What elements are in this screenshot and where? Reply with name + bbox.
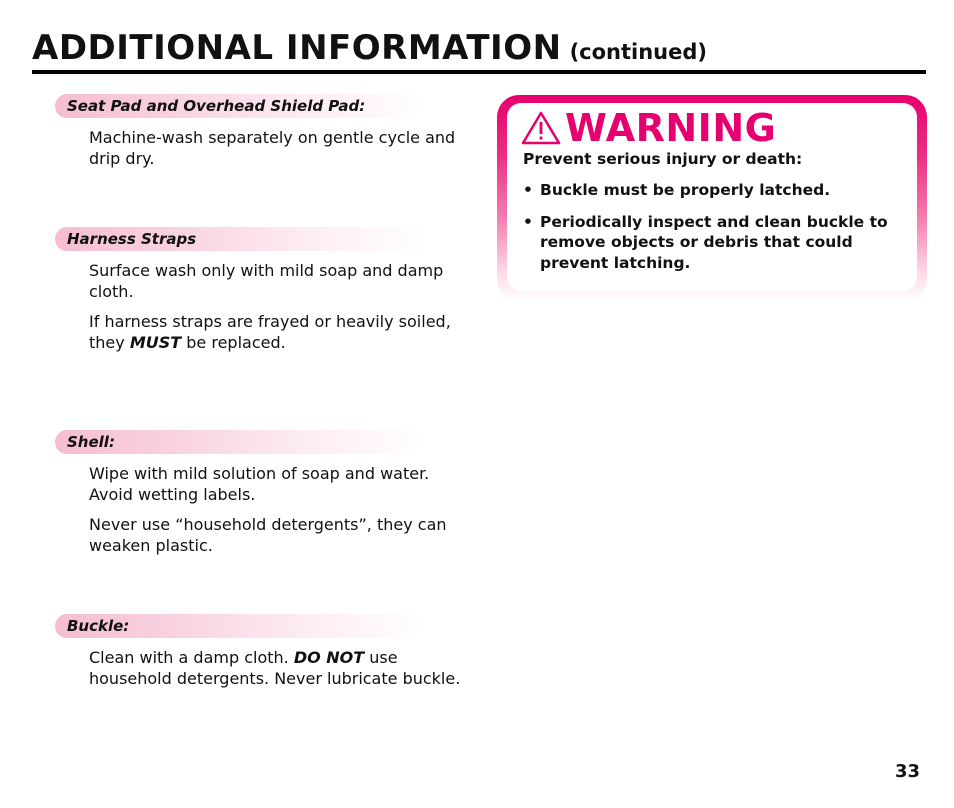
- section-text-harness-1: [89, 260, 469, 302]
- text-run: be replaced.: [181, 333, 286, 352]
- warning-list: [523, 180, 915, 284]
- bullet: •: [523, 212, 533, 231]
- page-number: 33: [895, 761, 921, 782]
- text-run: Surface wash only with mild soap and damp cloth.: [89, 261, 444, 301]
- text-run: Clean with a damp cloth.: [89, 648, 294, 667]
- section-heading-buckle: Buckle:: [55, 614, 425, 638]
- page-title: ADDITIONAL INFORMATION: [32, 28, 562, 68]
- warning-item: [523, 212, 915, 274]
- warning-item: [523, 180, 915, 201]
- text-run: Never use “household detergents”, they can weaken plastic.: [89, 515, 447, 555]
- section-text-harness-2: [89, 311, 469, 353]
- page-header: [32, 28, 926, 74]
- warning-lead-text: Prevent serious injury or death:: [523, 150, 803, 168]
- bullet: •: [523, 181, 533, 199]
- section-heading-shell: Shell:: [55, 430, 425, 454]
- warning-item-text: Periodically inspect and clean buckle to remove objects or debris that could prevent latching.: [540, 212, 888, 272]
- section-text-shell-1: [89, 463, 469, 505]
- page-subtitle: (continued): [569, 40, 707, 64]
- text-run: use household detergents. Never lubricate buckle.: [89, 648, 461, 688]
- text-run: Machine-wash separately on gentle cycle and drip dry.: [89, 128, 456, 168]
- section-text-seat-pad: [89, 127, 469, 169]
- section-heading-harness-straps: Harness Straps: [55, 227, 425, 251]
- warning-triangle-icon: [521, 111, 561, 145]
- text-run: If harness straps are frayed or heavily soiled, they: [89, 312, 451, 352]
- section-text-shell-2: [89, 514, 469, 556]
- section-text-buckle: [89, 647, 469, 689]
- emphasis-do-not: DO NOT: [293, 648, 365, 667]
- warning-title: [521, 105, 776, 151]
- warning-box: [497, 95, 927, 301]
- warning-panel: [507, 103, 917, 291]
- text-run: Wipe with mild solution of soap and water. Avoid wetting labels.: [89, 464, 430, 504]
- warning-item-text: Buckle must be properly latched.: [540, 181, 831, 199]
- section-heading-seat-pad: Seat Pad and Overhead Shield Pad:: [55, 94, 425, 118]
- warning-word: WARNING: [565, 106, 777, 150]
- emphasis-must: MUST: [129, 333, 182, 352]
